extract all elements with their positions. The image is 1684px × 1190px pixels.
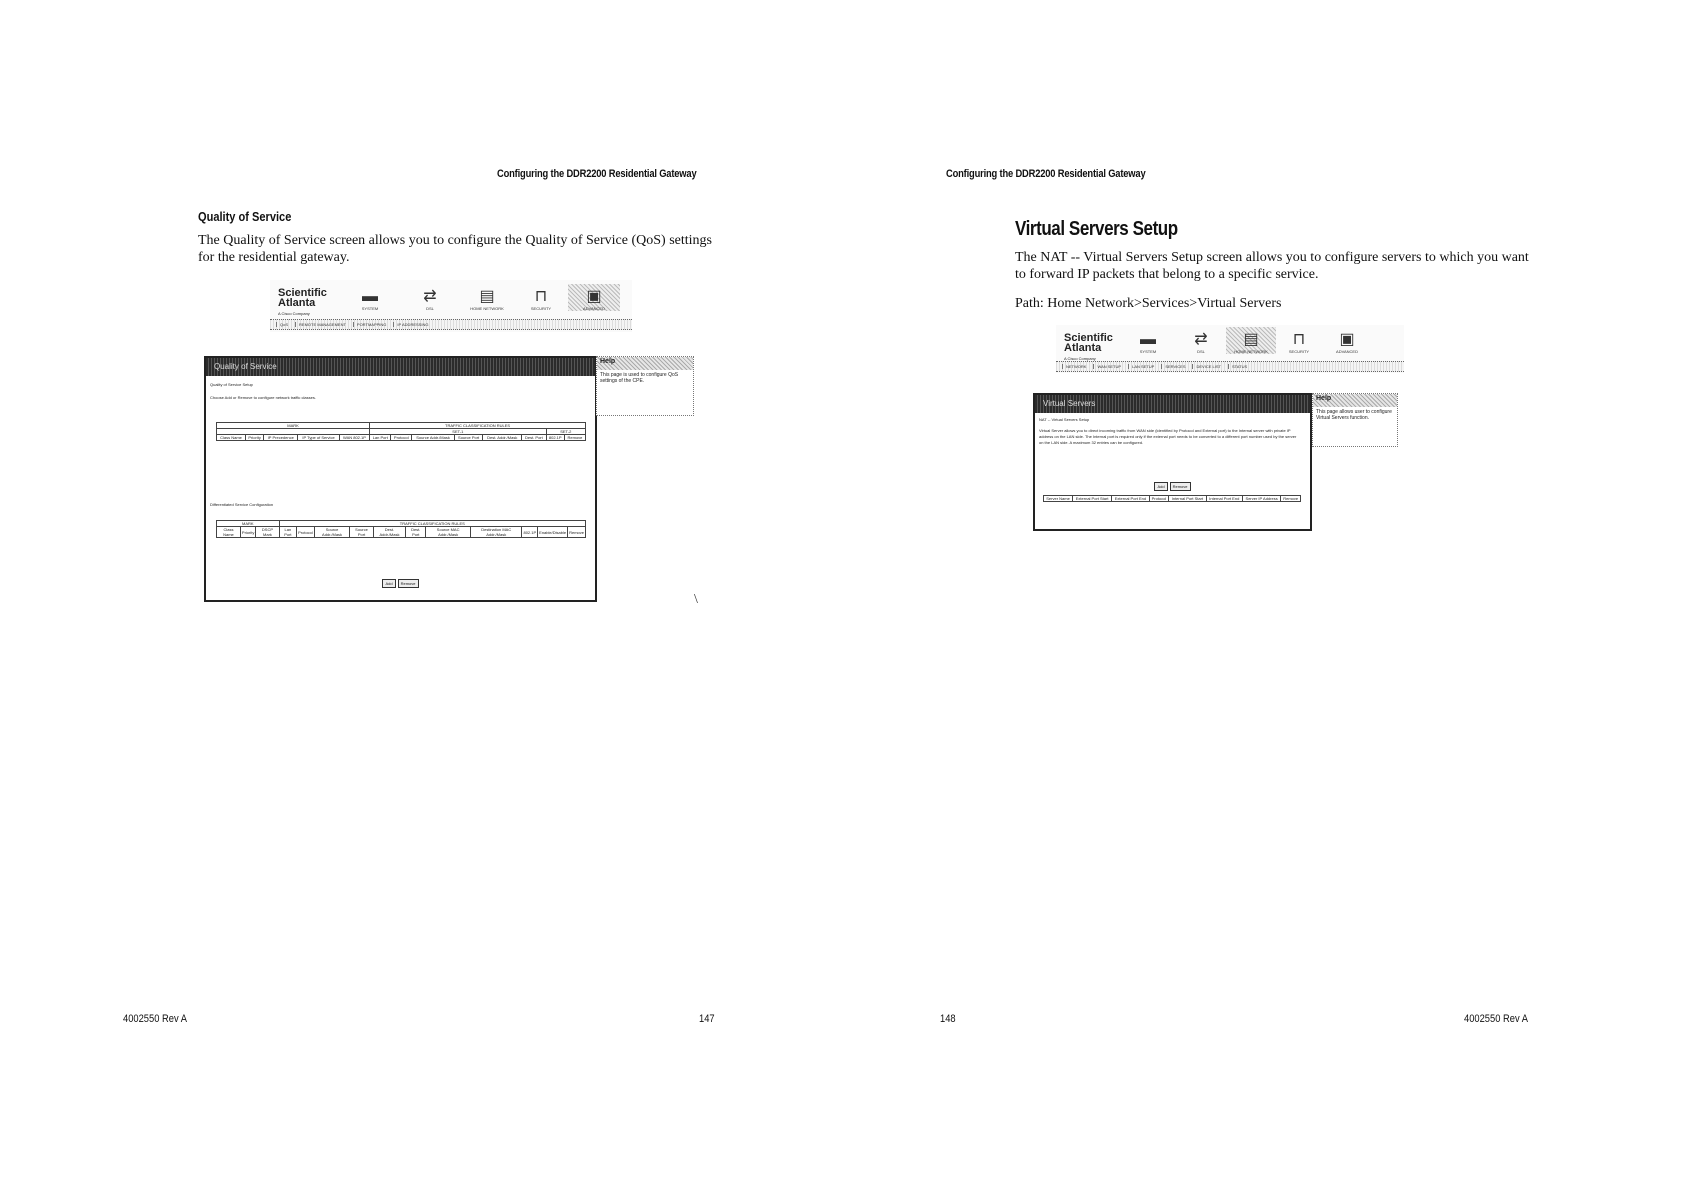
- nav-bar-screenshot: [270, 280, 632, 332]
- virtual-servers-table: [1043, 495, 1301, 502]
- subnav-wan-setup[interactable]: WAN SETUP: [1093, 364, 1124, 369]
- router-icon: ▬: [362, 288, 378, 305]
- intro-paragraph: The NAT -- Virtual Servers Setup screen allows you to configure servers to which you want to forward IP packets that belong to a specific service.: [1015, 250, 1529, 282]
- nav-dsl[interactable]: [400, 284, 460, 311]
- diffserv-label: Differentiated Service Configuration: [210, 502, 274, 507]
- subnav-status[interactable]: STATUS: [1228, 364, 1250, 369]
- router-icon: ▬: [1140, 331, 1156, 348]
- help-title: Help: [597, 357, 693, 370]
- nav-security[interactable]: [1276, 327, 1322, 354]
- page-heading: Virtual Servers Setup: [1015, 218, 1178, 240]
- column-header: Enable/Disable: [538, 527, 568, 538]
- column-header: Source MAC Addr./Mask: [426, 527, 471, 538]
- logo-line1: Scientific: [1064, 332, 1113, 344]
- lock-icon: ⊓: [534, 288, 548, 305]
- table-header-row: [217, 435, 586, 441]
- column-header: Destination MAC Addr./Mask: [471, 527, 522, 538]
- column-header: External Port End: [1112, 496, 1150, 502]
- computer-icon: ▤: [479, 288, 495, 305]
- column-header: Source Port: [454, 435, 482, 441]
- nav-home-network-label: HOME NETWORK: [1234, 349, 1268, 354]
- computer-icon: ▤: [1243, 331, 1259, 348]
- table-header-row: [1044, 496, 1301, 502]
- column-header: Server IP Address: [1242, 496, 1281, 502]
- nav-security[interactable]: [514, 284, 568, 311]
- column-header: Internal Port Start: [1169, 496, 1207, 502]
- mark-group-header: MARK: [217, 521, 280, 527]
- column-header: Remove: [1281, 496, 1301, 502]
- nav-security-label: SECURITY: [530, 306, 552, 311]
- instruction-text: Virtual Server allows you to direct incoming traffic from WAN side (identified by Protocol and External port) to the Internal server with private IP address on the LAN side. The Internal port is required only if the external port needs to be converted to a different port number used by the server on the LAN side. A maximum 32 entries can be configured.: [1039, 428, 1297, 445]
- subnav-portmapping[interactable]: PORTMAPPING: [353, 322, 390, 327]
- nav-home-network-label: HOME NETWORK: [470, 306, 504, 311]
- column-header: 802.1P: [522, 527, 538, 538]
- column-header: Dest. Port: [522, 435, 546, 441]
- column-header: External Port Start: [1073, 496, 1112, 502]
- arrows-icon: ⇄: [423, 288, 437, 305]
- setup-label: NAT -- Virtual Servers Setup: [1039, 417, 1090, 422]
- column-header: WAN 802.1P: [339, 435, 369, 441]
- column-header: Internal Port End: [1206, 496, 1242, 502]
- tools-icon: ▣: [1339, 331, 1355, 348]
- column-header: Remove: [564, 435, 585, 441]
- column-header: DSCP Mark: [256, 527, 279, 538]
- column-header: Dest. Addr./Mask: [373, 527, 405, 538]
- column-header: Lan Port: [370, 435, 391, 441]
- setup-label: Quality of Service Setup: [210, 382, 253, 387]
- nav-dsl-label: DSL: [1197, 349, 1205, 354]
- footer-page-number: 148: [940, 1013, 956, 1025]
- instruction-text: Choose Add or Remove to configure network traffic classes.: [210, 395, 316, 400]
- qos-window: [204, 356, 597, 602]
- column-header: Class Name: [217, 435, 246, 441]
- nav-advanced[interactable]: [568, 284, 620, 311]
- set2-header: SET-2: [546, 429, 585, 435]
- subnav-network[interactable]: NETWORK: [1062, 364, 1089, 369]
- column-header: Server Name: [1044, 496, 1073, 502]
- lock-icon: ⊓: [1292, 331, 1306, 348]
- nav-system[interactable]: [1120, 327, 1176, 354]
- running-header: Configuring the DDR2200 Residential Gateway: [497, 168, 697, 180]
- column-header: Priority: [246, 435, 264, 441]
- subnav-qos[interactable]: QoS: [276, 322, 291, 327]
- nav-advanced[interactable]: [1322, 327, 1372, 354]
- column-header: Source Port: [350, 527, 373, 538]
- path-text: Path: Home Network>Services>Virtual Servers: [1015, 296, 1282, 311]
- running-header: Configuring the DDR2200 Residential Gateway: [946, 168, 1146, 180]
- column-header: IP Precedence: [264, 435, 298, 441]
- right-page: [842, 0, 1684, 1190]
- subnav-lan-setup[interactable]: LAN SETUP: [1128, 364, 1157, 369]
- nav-security-label: SECURITY: [1288, 349, 1310, 354]
- arrows-icon: ⇄: [1194, 331, 1208, 348]
- help-text: This page allows user to configure Virtual Servers function.: [1316, 409, 1392, 421]
- window-title: Quality of Service: [206, 358, 595, 376]
- remove-button[interactable]: Remove: [398, 579, 419, 588]
- nav-advanced-label: ADVANCED: [583, 306, 605, 311]
- add-button[interactable]: Add: [382, 579, 395, 588]
- column-header: IP Type of Service: [298, 435, 339, 441]
- help-text: This page is used to configure QoS settings of the CPE.: [600, 372, 679, 384]
- footer-page-number: 147: [699, 1013, 715, 1025]
- help-panel: [596, 356, 694, 416]
- mark-group-header: MARK: [217, 423, 370, 429]
- help-title: Help: [1313, 394, 1397, 407]
- qos-class-table: [216, 422, 586, 441]
- column-header: 802.1P: [546, 435, 564, 441]
- add-button[interactable]: Add: [1154, 482, 1167, 491]
- brand-logo: [278, 288, 327, 319]
- subnav-ip-addressing[interactable]: IP ADDRESSING: [393, 322, 431, 327]
- nav-dsl[interactable]: [1176, 327, 1226, 354]
- intro-paragraph: The Quality of Service screen allows you to configure the Quality of Service (QoS) settings for the residential gateway.: [198, 233, 712, 265]
- footer-doc-id: 4002550 Rev A: [123, 1013, 187, 1025]
- brand-logo: [1064, 333, 1113, 364]
- window-title: Virtual Servers: [1035, 395, 1310, 413]
- column-header: Source Addr./Mask: [314, 527, 350, 538]
- help-panel: [1312, 393, 1398, 447]
- sub-nav: [1056, 361, 1404, 372]
- virtual-servers-window: [1033, 393, 1312, 531]
- column-header: Class Name: [217, 527, 241, 538]
- section-heading: Quality of Service: [198, 209, 292, 224]
- column-header: Protocol: [297, 527, 315, 538]
- subnav-remote-management[interactable]: REMOTE MANAGEMENT: [295, 322, 349, 327]
- column-header: Priority: [240, 527, 255, 538]
- vs-buttons: [1035, 475, 1310, 493]
- logo-sub: A Cisco Company: [278, 311, 310, 316]
- nav-home-network[interactable]: [460, 284, 514, 311]
- nav-advanced-label: ADVANCED: [1336, 349, 1358, 354]
- nav-dsl-label: DSL: [426, 306, 434, 311]
- nav-system-label: SYSTEM: [1139, 349, 1157, 354]
- rules-group-header: TRAFFIC CLASSIFICATION RULES: [370, 423, 586, 429]
- diffserv-table: [216, 520, 586, 538]
- logo-line1: Scientific: [278, 287, 327, 299]
- column-header: Remove: [568, 527, 586, 538]
- logo-line2: Atlanta: [1064, 342, 1102, 354]
- column-header: Protocol: [391, 435, 412, 441]
- qos-buttons: [206, 572, 595, 590]
- set1-header: SET-1: [370, 429, 546, 435]
- remove-button[interactable]: Remove: [1170, 482, 1191, 491]
- column-header: Dest. Addr./Mask: [483, 435, 522, 441]
- subnav-services[interactable]: SERVICES: [1161, 364, 1188, 369]
- footer-doc-id: 4002550 Rev A: [1464, 1013, 1528, 1025]
- column-header: Dest. Port: [406, 527, 426, 538]
- nav-home-network[interactable]: [1226, 327, 1276, 354]
- column-header: Protocol: [1149, 496, 1168, 502]
- scan-mark: \: [694, 592, 698, 607]
- tools-icon: ▣: [586, 288, 602, 305]
- nav-system[interactable]: [340, 284, 400, 311]
- logo-line2: Atlanta: [278, 297, 316, 309]
- nav-icons: [340, 284, 620, 311]
- rules-group-header: TRAFFIC CLASSIFICATION RULES: [279, 521, 585, 527]
- table-header-row: [217, 527, 586, 538]
- nav-icons: [1120, 327, 1372, 354]
- sub-nav: [270, 319, 632, 330]
- logo-sub: A Cisco Company: [1064, 356, 1096, 361]
- column-header: Lan Port: [279, 527, 297, 538]
- subnav-device-list[interactable]: DEVICE LIST: [1192, 364, 1223, 369]
- column-header: Source Addr./Mask: [412, 435, 455, 441]
- nav-system-label: SYSTEM: [361, 306, 379, 311]
- nav-bar-screenshot: [1056, 325, 1404, 373]
